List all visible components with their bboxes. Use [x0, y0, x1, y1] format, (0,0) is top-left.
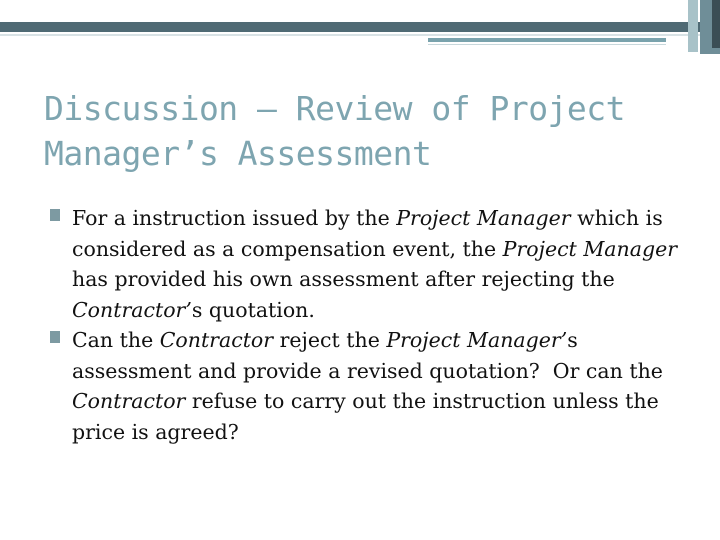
- bullet-segment-italic: Contractor’: [72, 297, 192, 322]
- bullet-segment-italic: Contractor: [159, 328, 274, 352]
- top-accent-band: [0, 22, 720, 32]
- bullet-segment: s quotation.: [191, 297, 315, 322]
- square-bullet-icon: [50, 331, 60, 343]
- bullet-segment-italic: Project Manager: [502, 236, 678, 261]
- corner-decoration-light: [688, 0, 698, 52]
- top-divider-line: [0, 34, 720, 36]
- bullet-segment: Can the: [72, 328, 160, 352]
- bullet-list: [44, 203, 684, 447]
- top-accent-thin-stripe: [428, 44, 666, 45]
- square-bullet-icon: [50, 209, 60, 221]
- slide-title: Discussion – Review of Project Manager’s Assessment: [44, 89, 626, 173]
- top-bar: [0, 0, 720, 22]
- bullet-item: [44, 203, 684, 325]
- top-accent-stripe: [428, 38, 666, 42]
- bullet-segment: which is considered as a compensation event, the: [72, 206, 663, 261]
- corner-decoration-dark: [712, 0, 720, 48]
- bullet-segment: reject the: [273, 328, 387, 352]
- bullet-text: [72, 206, 677, 322]
- bullet-item: [44, 325, 684, 447]
- bullet-segment: refuse to carry out the instruction unless the price is agreed?: [72, 389, 659, 444]
- bullet-segment: For a instruction issued by the: [72, 206, 397, 230]
- bullet-segment-italic: Contractor: [72, 389, 186, 413]
- bullet-text: [72, 328, 663, 444]
- bullet-segment-italic: Project Manager’: [386, 328, 568, 352]
- bullet-segment-italic: Project Manager: [396, 206, 571, 230]
- bullet-segment: s assessment and provide a revised quotation? Or can the: [72, 328, 663, 383]
- bullet-segment: has provided his own assessment after rejecting the: [72, 267, 615, 291]
